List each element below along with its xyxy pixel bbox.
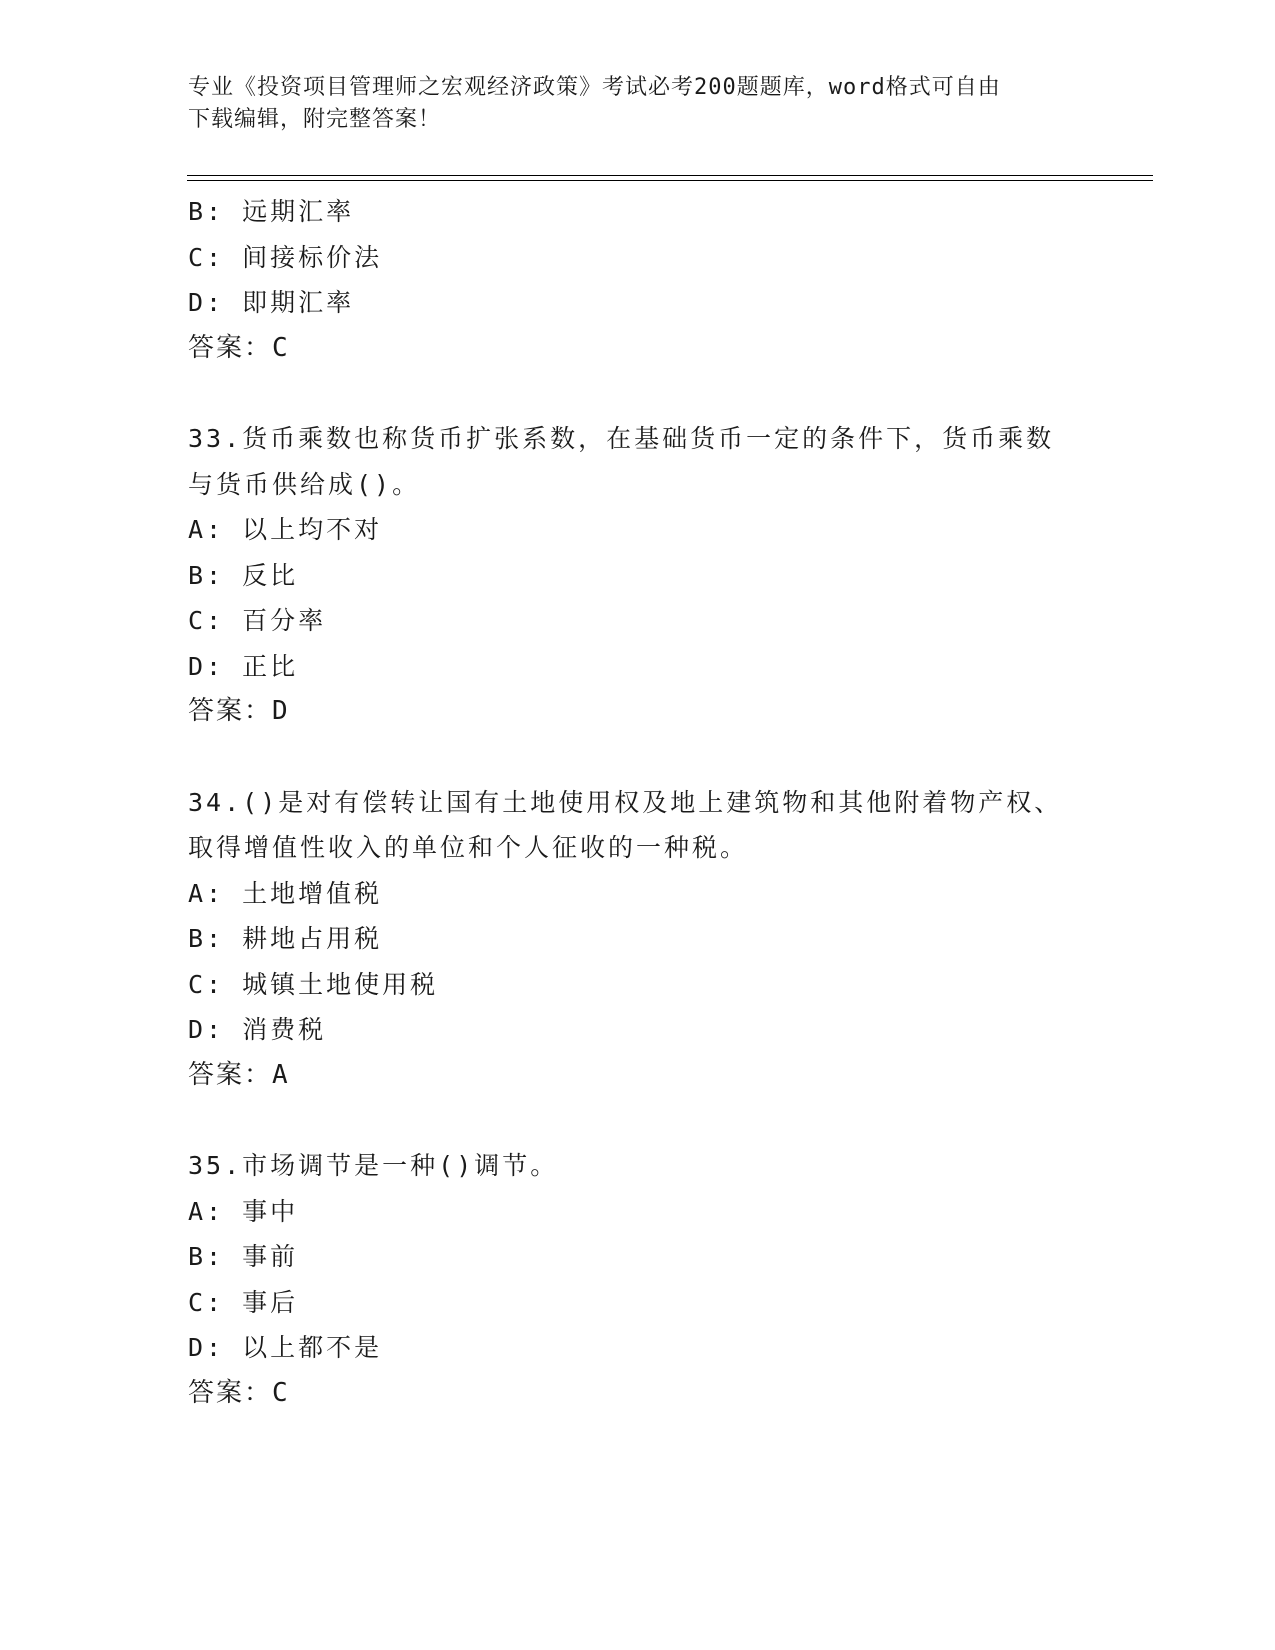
option-item: C: 百分率 — [188, 606, 327, 635]
question-block — [188, 1143, 1088, 1416]
answer-line: 答案：A — [188, 1059, 290, 1090]
option-item: B: 反比 — [188, 560, 299, 590]
document-body — [188, 189, 1088, 1416]
question-block — [188, 416, 1088, 735]
spacer — [188, 1098, 1088, 1143]
option-item: C: 事后 — [188, 1287, 299, 1317]
answer-line: 答案：C — [188, 332, 290, 363]
option-item: D: 消费税 — [188, 1015, 327, 1044]
option-item: A: 以上均不对 — [188, 515, 383, 544]
option-item: B: 事前 — [188, 1242, 299, 1271]
option-item: C: 间接标价法 — [188, 242, 383, 272]
option-item: A: 事中 — [188, 1196, 299, 1226]
document-header — [188, 72, 1088, 136]
option-item: A: 土地增值税 — [188, 878, 383, 908]
question-text: 33.货币乘数也称货币扩张系数，在基础货币一定的条件下，货币乘数 — [188, 424, 1055, 453]
option-item: B: 耕地占用税 — [188, 924, 383, 953]
question-text: 取得增值性收入的单位和个人征收的一种税。 — [188, 833, 749, 862]
header-rule-top — [187, 175, 1153, 176]
option-item: D: 以上都不是 — [188, 1333, 383, 1362]
answer-line: 答案：C — [188, 1377, 290, 1408]
spacer — [188, 371, 1088, 416]
question-text: 与货币供给成()。 — [188, 469, 421, 499]
option-item: B: 远期汇率 — [188, 197, 355, 226]
question-text: 35.市场调节是一种()调节。 — [188, 1151, 559, 1180]
header-title-line-1: 专业《投资项目管理师之宏观经济政策》考试必考200题题库，word格式可自由 — [188, 75, 1001, 100]
spacer — [188, 735, 1088, 780]
option-item: D: 正比 — [188, 651, 299, 681]
option-item: C: 城镇土地使用税 — [188, 969, 439, 999]
option-item: D: 即期汇率 — [188, 288, 355, 317]
question-block — [188, 780, 1088, 1099]
header-rule-bottom — [187, 180, 1153, 181]
question-text: 34.()是对有偿转让国有土地使用权及地上建筑物和其他附着物产权、 — [188, 787, 1063, 817]
header-title-line-2: 下载编辑，附完整答案！ — [188, 107, 442, 132]
question-fragment — [188, 189, 1088, 371]
answer-line: 答案：D — [188, 696, 290, 726]
